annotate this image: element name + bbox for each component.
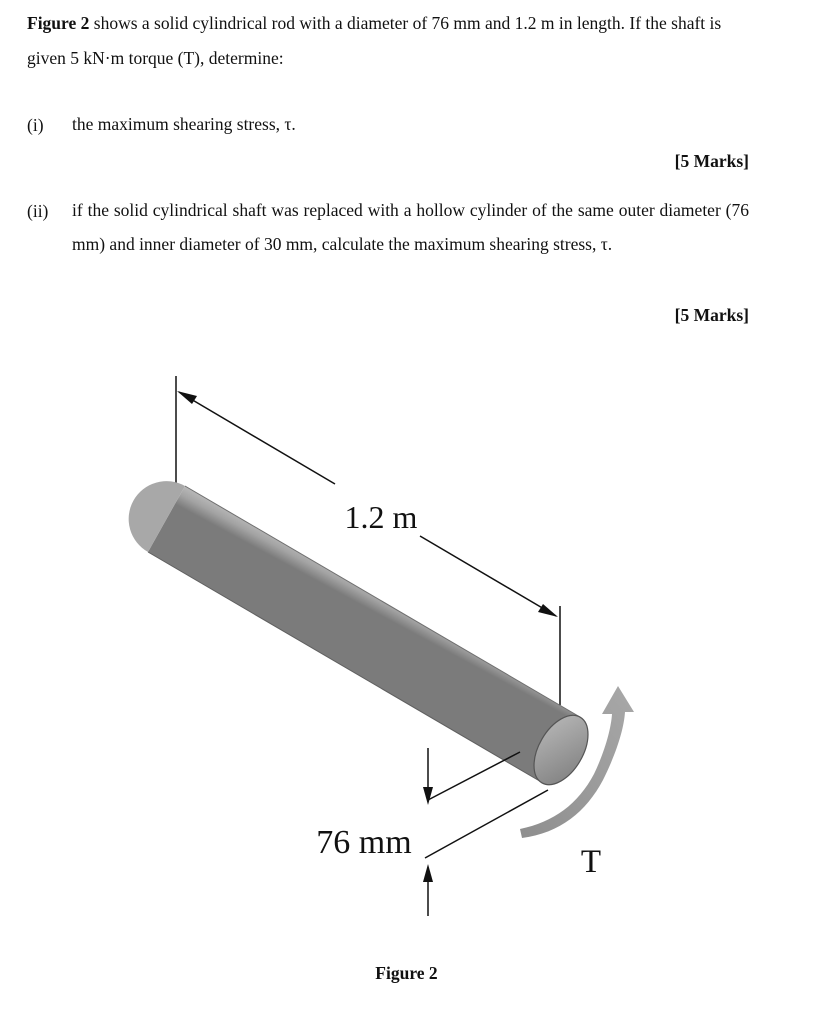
question-text: the maximum shearing stress, τ. [72,114,296,134]
diameter-extension-line [428,752,520,800]
question-text: if the solid cylindrical shaft was replaced with a hollow cylinder of the same outer diameter (76 mm) and inner diameter of 30 mm, calculate the maximum shearing stress, τ. [72,200,749,254]
marks-label: [5 Marks] [674,305,749,325]
dimension-line [420,536,556,616]
arrowhead [538,604,558,617]
arrowhead [177,391,197,404]
question-number: (ii) [27,201,49,221]
dimension-line [179,392,335,484]
arrowhead [423,864,433,882]
diameter-label: 76 mm [316,824,412,861]
torque-label: T [580,844,602,880]
figure-caption: Figure 2 [375,963,438,983]
arrowhead [423,787,433,805]
question-number: (i) [27,115,44,135]
diameter-extension-line [425,790,548,858]
length-label: 1.2 m [344,499,418,535]
figure-reference: Figure 2 [27,13,90,33]
marks-label: [5 Marks] [674,151,749,171]
intro-text: shows a solid cylindrical rod with a diameter of 76 mm and 1.2 m in length. If the shaft is given 5 kN·m torque (T), determine: [27,13,722,68]
